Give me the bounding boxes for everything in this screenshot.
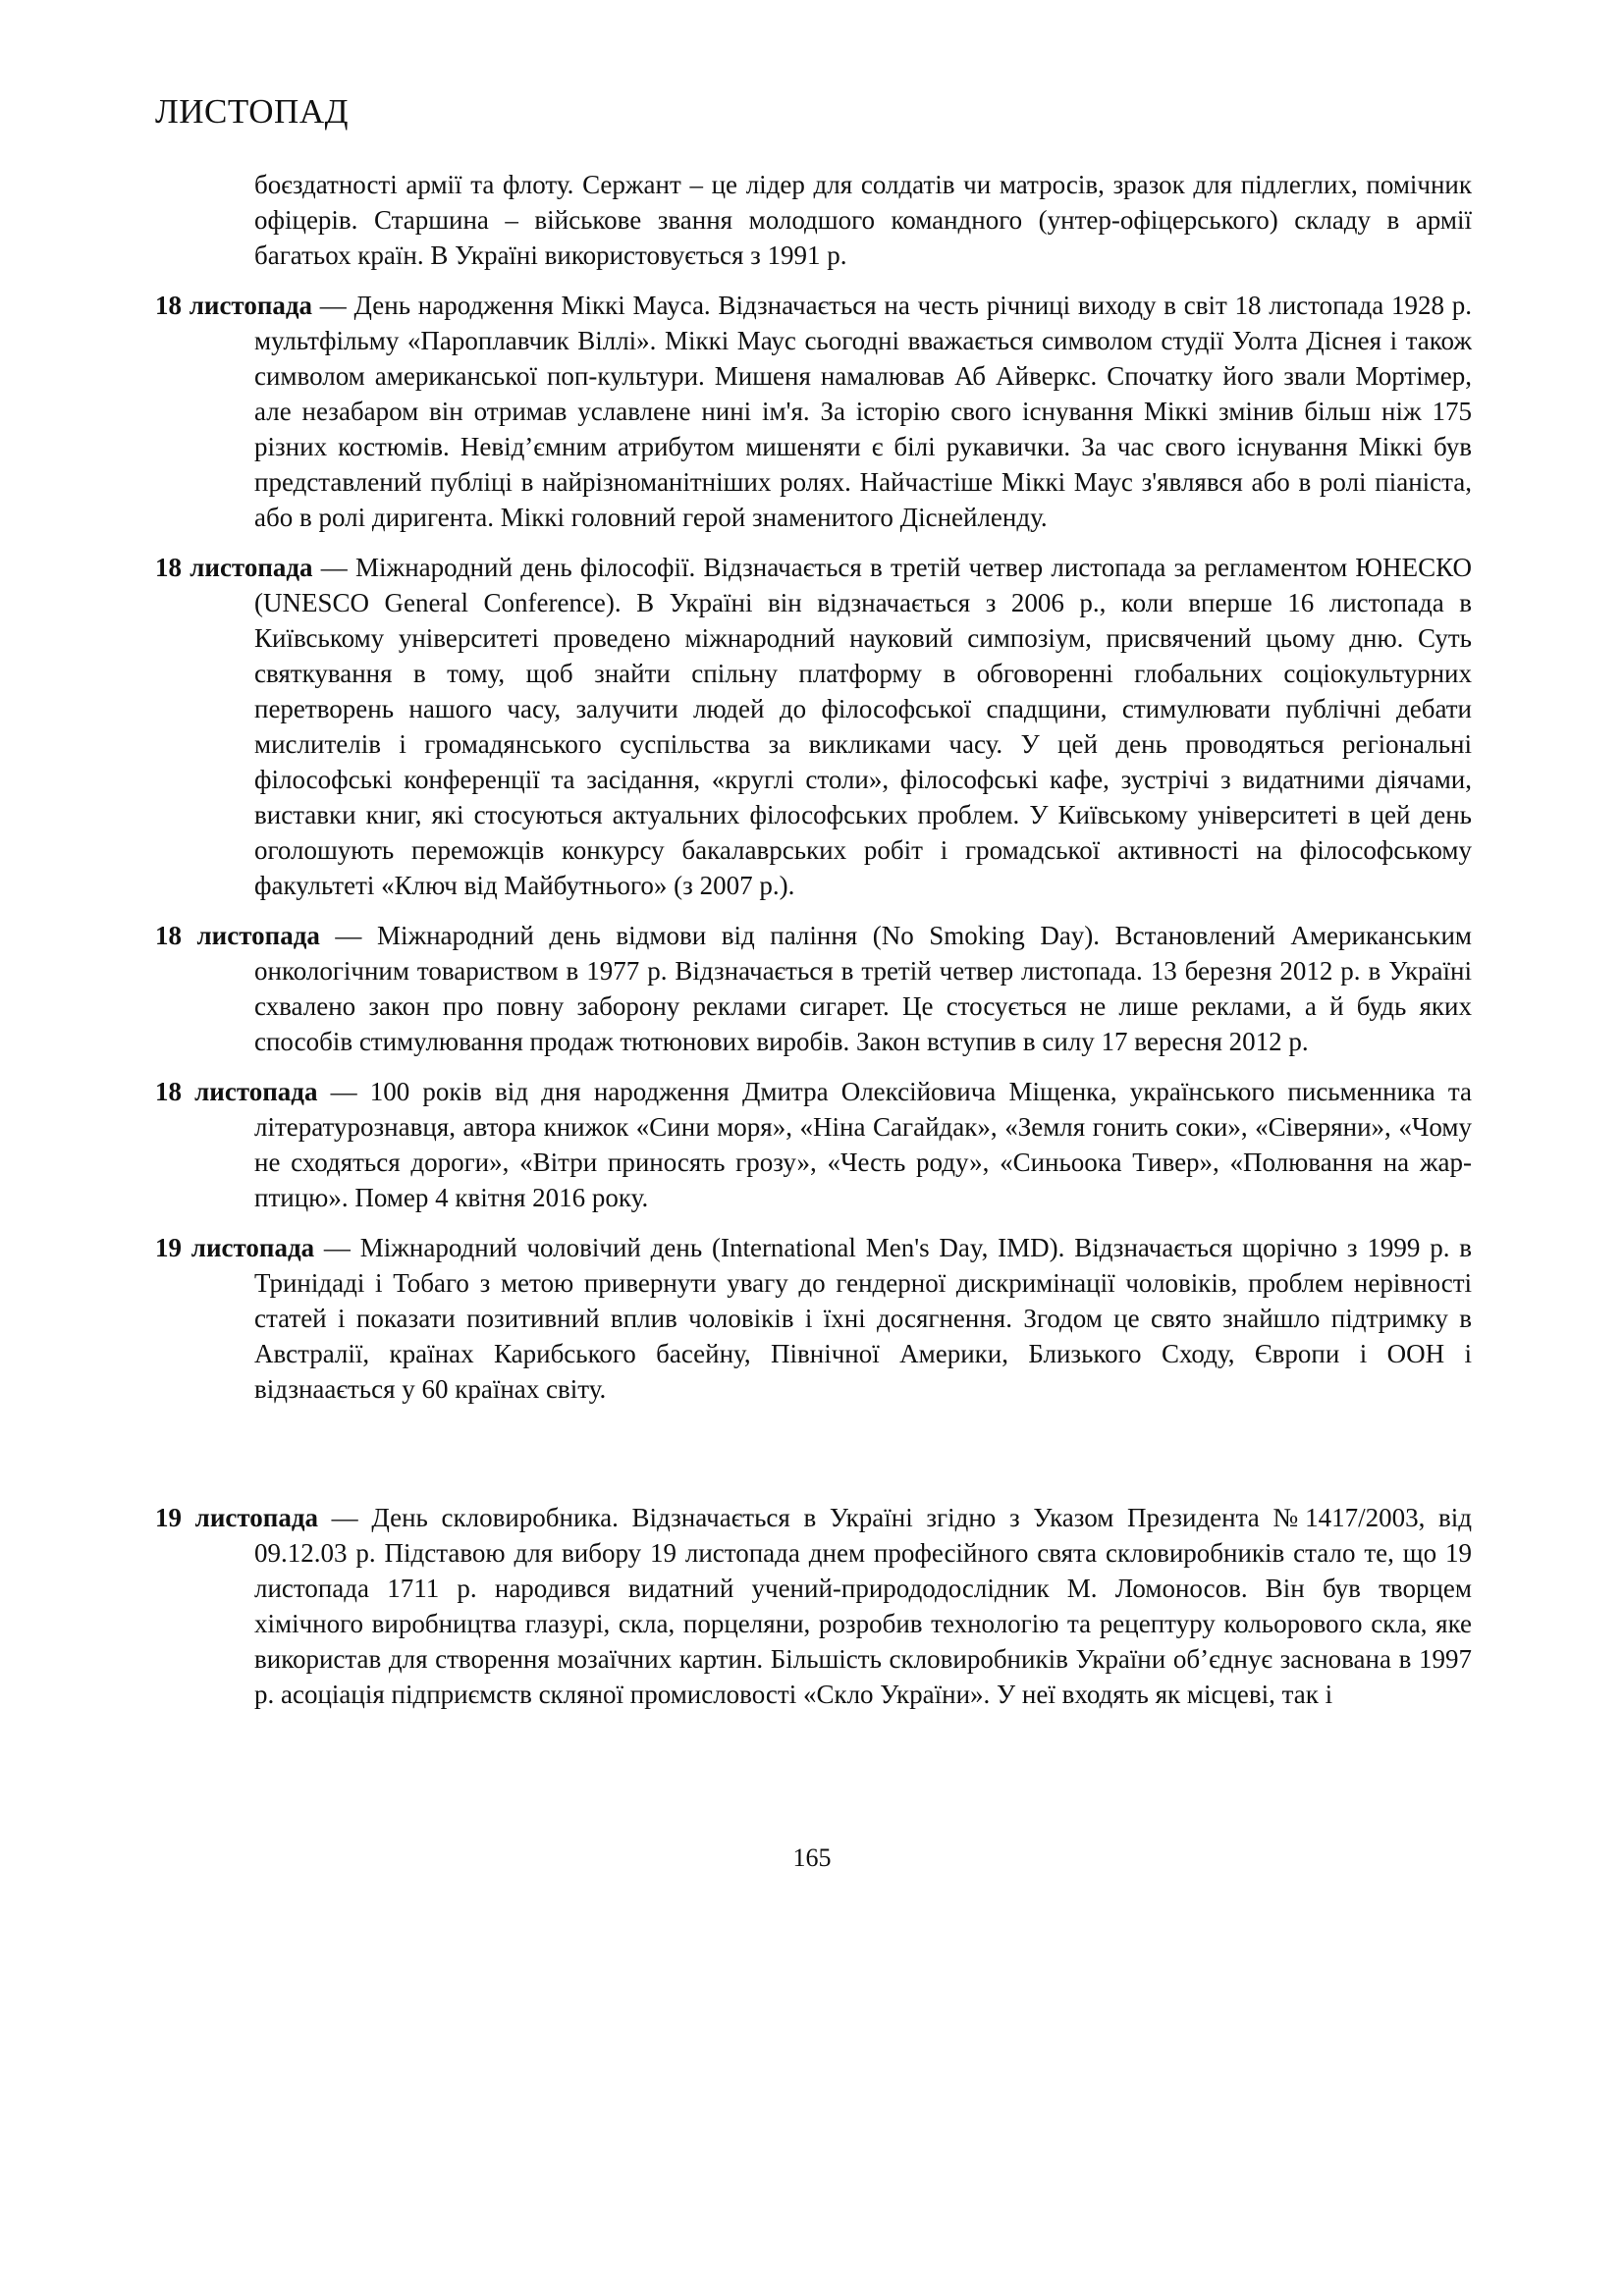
- entry-text: — День народження Міккі Мауса. Відзначається на честь річниці виходу в світ 18 листопада 1928 р. мультфільму «Пароплавчик Віллі». Міккі Маус сьогодні вважається символом студії Уолта Діснея і також символом американської поп-культури. Мишеня намалював Аб Айверкс. Спочатку його звали Мортімер, але незабаром він отримав уславлене нині ім'я. За історію свого існування Міккі змінив більш ніж 175 різних костюмів. Невід’ємним атрибутом мишеняти є білі рукавички. За час свого існування Міккі був представлений публіці в найрізноманітніших ролях. Найчастіше Міккі Маус з'являвся або в ролі піаніста, або в ролі диригента. Міккі головний герой знаменитого Діснейленду.: [254, 291, 1472, 532]
- calendar-entry: [155, 1500, 1472, 1712]
- entry-date: 19 листопада: [155, 1503, 318, 1532]
- entry-text: — День скловиробника. Відзначається в Україні згідно з Указом Президента №1417/2003, від 09.12.03 р. Підставою для вибору 19 листопада днем професійного свята скловиробників стало те, що 19 листопада 1711 р. народився видатний учений-природодослідник М. Ломоносов. Він був творцем хімічного виробництва глазурі, скла, порцеляни, розробив технологію та рецептуру кольорового скла, яке використав для створення мозаїчних картин. Більшість скловиробників України об’єднує заснована в 1997 р. асоціація підприємств скляної промисловості «Скло України». У неї входять як місцеві, так і: [254, 1503, 1472, 1709]
- page-number: 165: [792, 1843, 832, 1872]
- entry-date: 18 листопада: [155, 291, 313, 320]
- entry-text: — Міжнародний день філософії. Відзначається в третій четвер листопада за регламентом ЮНЕСКО (UNESCO General Conference). В Україні він відзначається з 2006 р., коли вперше 16 листопада в Київському університеті проведено міжнародний науковий симпозіум, присвячений цьому дню. Суть святкування в тому, щоб знайти спільну платформу в обговоренні глобальних соціокультурних перетворень нашого часу, залучити людей до філософської спадщини, стимулювати публічні дебати мислителів і громадянського суспільства за викликами часу. У цей день проводяться регіональні філософські конференції та засідання, «круглі столи», філософські кафе, зустрічі з видатними діячами, виставки книг, які стосуються актуальних філософських проблем. У Київському університеті в цей день оголошують переможців конкурсу бакалаврських робіт і громадської активності на філософському факультеті «Ключ від Майбутнього» (з 2007 р.).: [254, 553, 1472, 900]
- entry-date: 18 листопада: [155, 1077, 318, 1106]
- entry-date: 19 листопада: [155, 1233, 315, 1262]
- calendar-entry: [155, 1074, 1472, 1215]
- entry-text: — Міжнародний день відмови від паління (No Smoking Day). Встановлений Американським онкологічним товариством в 1977 р. Відзначається в третій четвер листопада. 13 березня 2012 р. в Україні схвалено закон про повну заборону реклами сигарет. Це стосується не лише реклами, а й будь яких способів стимулювання продаж тютюнових виробів. Закон вступив в силу 17 вересня 2012 р.: [254, 921, 1472, 1056]
- calendar-entry: [155, 550, 1472, 903]
- calendar-entry: [155, 918, 1472, 1059]
- entry-text: — 100 років від дня народження Дмитра Олексійовича Міщенка, українського письменника та літературознавця, автора книжок «Сини моря», «Ніна Сагайдак», «Земля гонить соки», «Сіверяни», «Чому не сходяться дороги», «Вітри приносять грозу», «Честь роду», «Синьоока Тивер», «Полювання на жар-птицю». Помер 4 квітня 2016 року.: [254, 1077, 1472, 1212]
- calendar-entry: [155, 1230, 1472, 1407]
- calendar-entry: [155, 288, 1472, 535]
- entry-date: 18 листопада: [155, 921, 320, 950]
- document-body: [155, 167, 1472, 1712]
- continued-paragraph: боєздатності армії та флоту. Сержант – це лідер для солдатів чи матросів, зразок для підлеглих, помічник офіцерів. Старшина – військове звання молодшого командного (унтер-офіцерського) складу в армії багатьох країн. В Україні використовується з 1991 р.: [254, 170, 1472, 270]
- page-title: ЛИСТОПАД: [155, 92, 349, 131]
- entry-date: 18 листопада: [155, 553, 313, 582]
- entry-text: — Міжнародний чоловічий день (International Men's Day, IMD). Відзначається щорічно з 1999 р. в Тринідаді і Тобаго з метою привернути увагу до гендерної дискримінації чоловіків, проблем нерівності статей і показати позитивний вплив чоловіків і їхні досягнення. Згодом це свято знайшло підтримку в Австралії, країнах Карибського басейну, Північної Америки, Близького Сходу, Європи і ООН і відзнаається у 60 країнах світу.: [254, 1233, 1472, 1404]
